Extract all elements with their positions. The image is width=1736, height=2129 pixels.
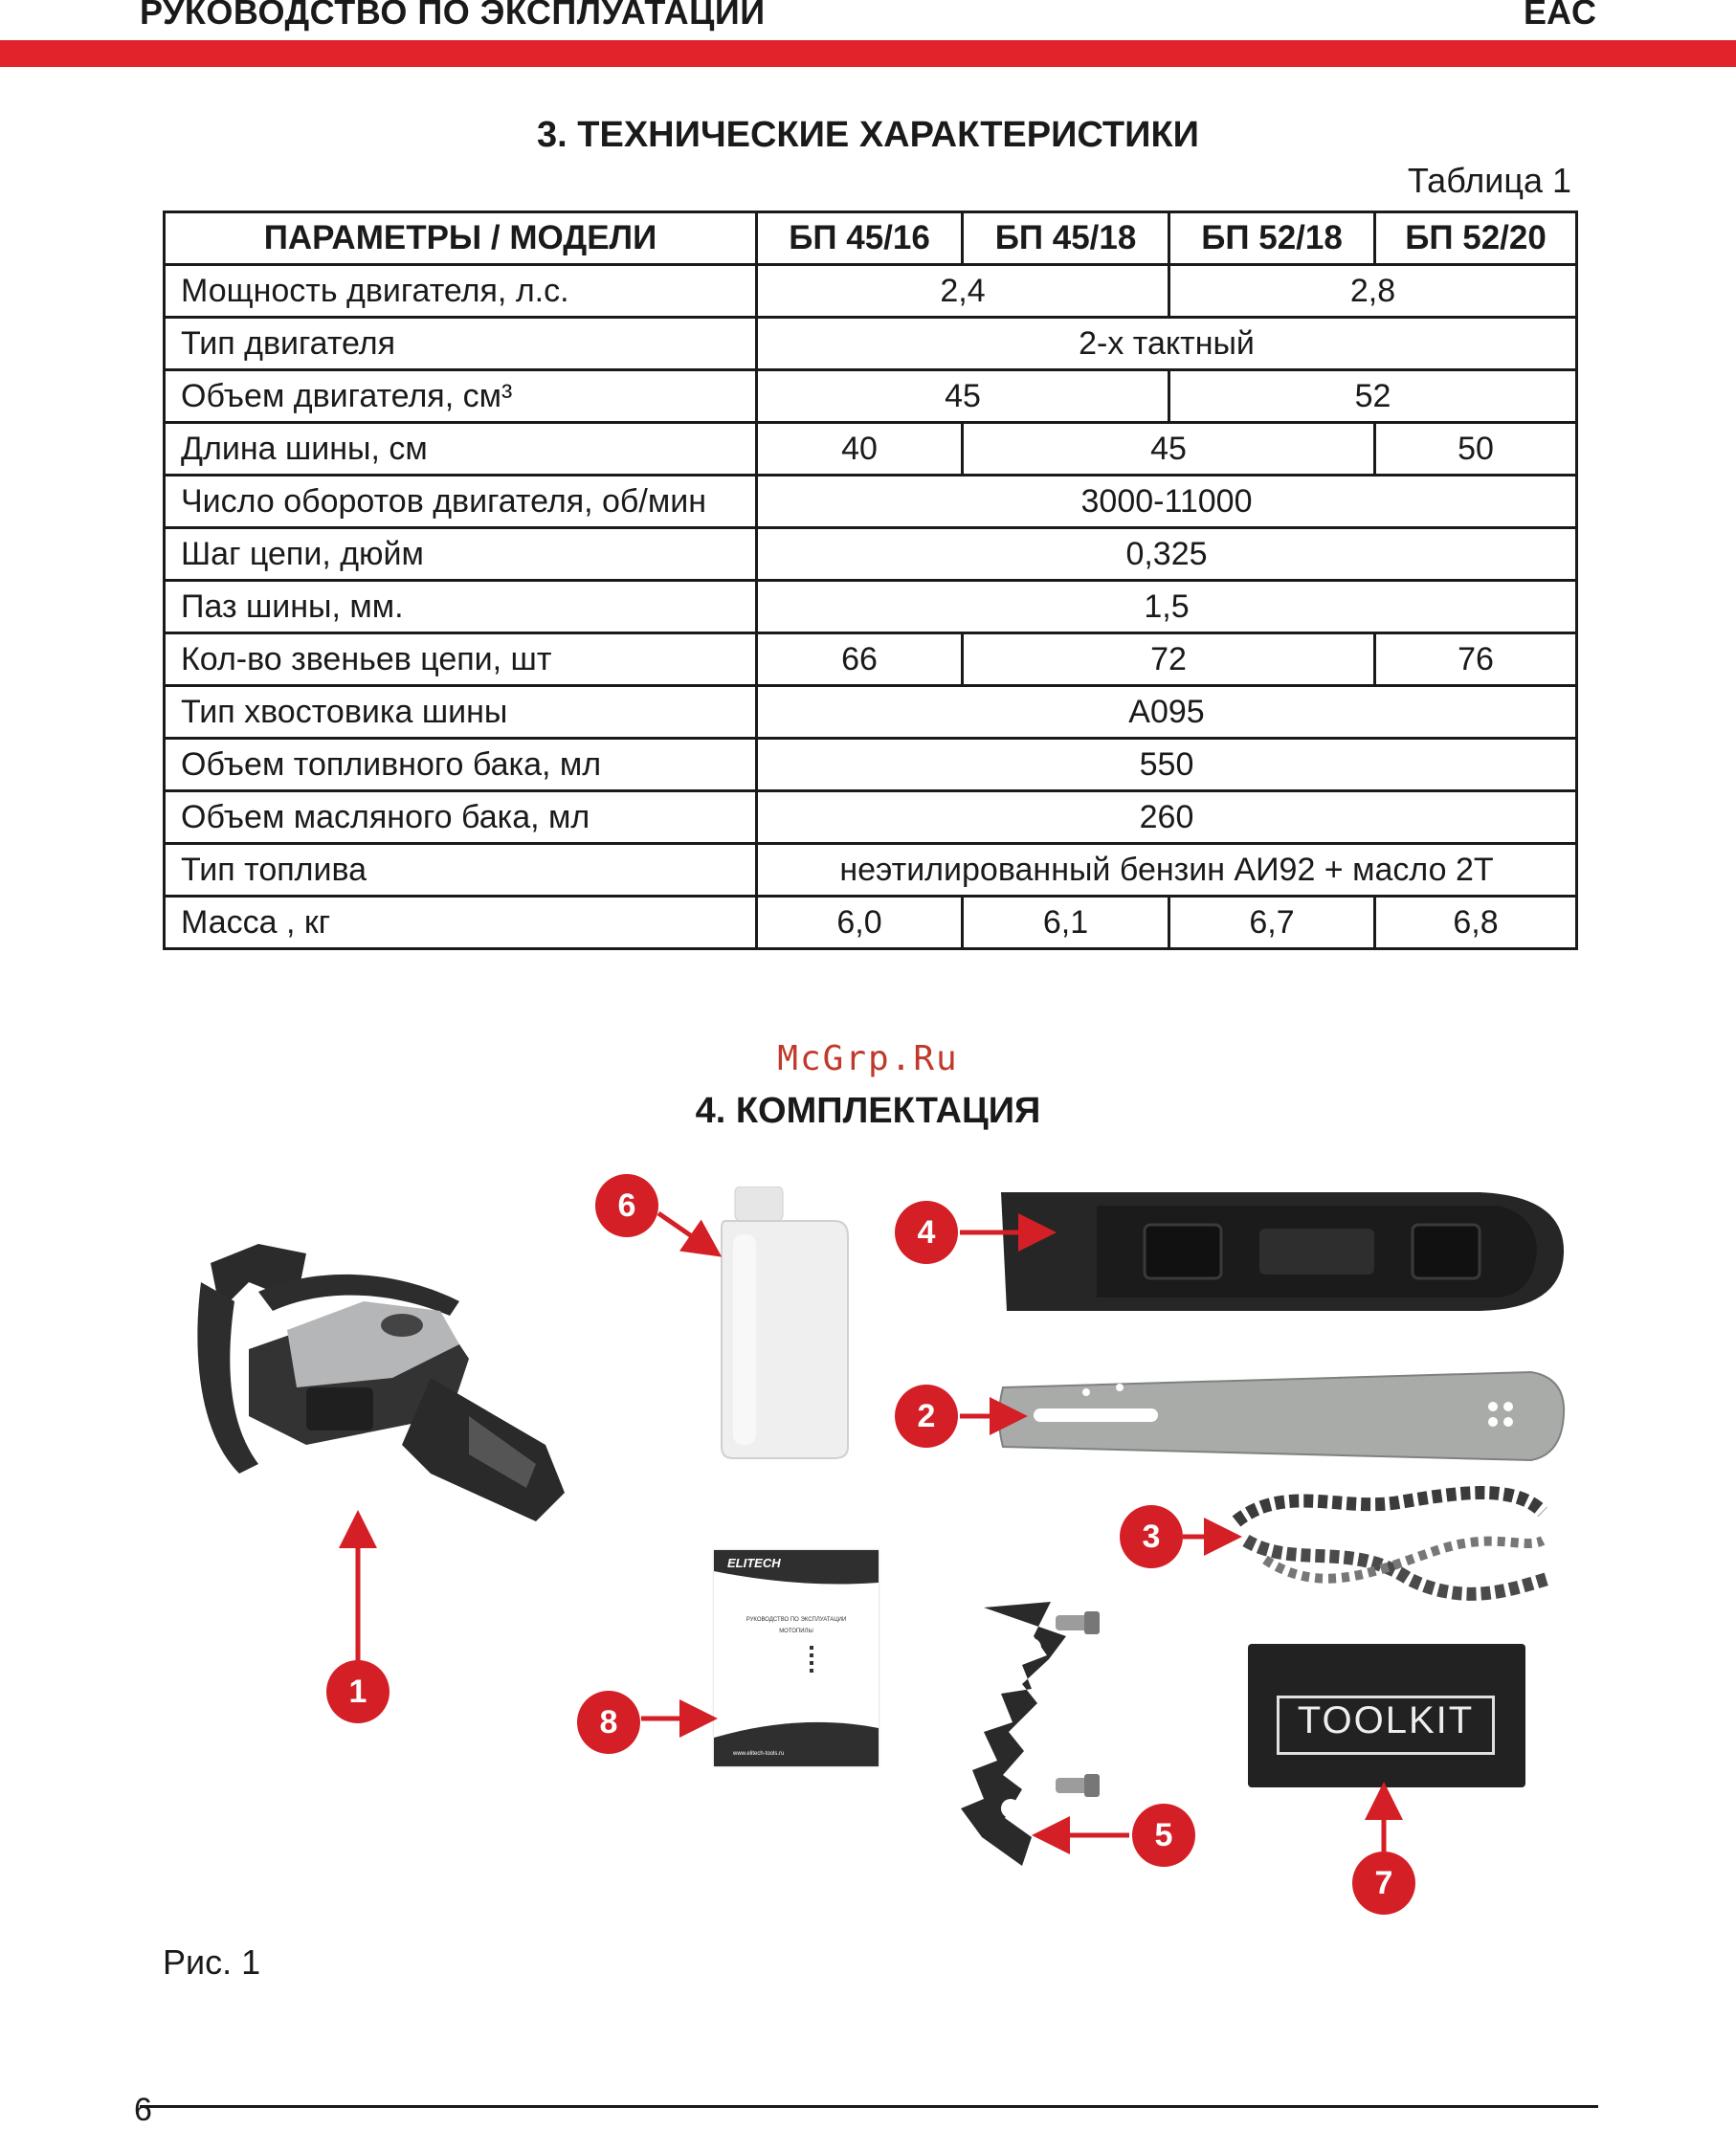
chainsaw-illustration [182, 1225, 584, 1588]
callout-5: 5 [1132, 1804, 1195, 1867]
arrow-6 [658, 1213, 714, 1252]
value-cell: 52 [1169, 370, 1577, 423]
value-cell: 40 [757, 423, 963, 476]
saw-chain-illustration [1227, 1474, 1556, 1617]
table-row [165, 791, 1577, 844]
param-cell: Паз шины, мм. [165, 581, 757, 633]
value-cell: неэтилированный бензин АИ92 + масло 2Т [757, 844, 1577, 897]
value-cell: 0,325 [757, 528, 1577, 581]
value-cell: 2-х тактный [757, 318, 1577, 370]
column-header: БП 45/18 [963, 212, 1169, 265]
table-row [165, 844, 1577, 897]
param-cell: Тип хвостовика шины [165, 686, 757, 739]
param-cell: Шаг цепи, дюйм [165, 528, 757, 581]
manual-brand: ELITECH [727, 1556, 781, 1570]
watermark: McGrp.Ru [777, 1039, 959, 1078]
toolkit-bag-illustration [1248, 1644, 1525, 1787]
callout-1: 1 [326, 1660, 389, 1723]
table-row [165, 897, 1577, 949]
oil-bottle-illustration [720, 1186, 854, 1459]
value-cell: 6,0 [757, 897, 963, 949]
param-cell: Число оборотов двигателя, об/мин [165, 476, 757, 528]
bar-cover-illustration [1001, 1186, 1566, 1317]
callout-2: 2 [895, 1385, 958, 1448]
table-row [165, 265, 1577, 318]
callout-6: 6 [595, 1174, 658, 1237]
table-header-row [165, 212, 1577, 265]
manual-cover-graphics [714, 1550, 879, 1766]
table-row [165, 528, 1577, 581]
param-cell: Объем топливного бака, мл [165, 739, 757, 791]
param-cell: Тип топлива [165, 844, 757, 897]
value-cell: 72 [963, 633, 1375, 686]
table-row [165, 423, 1577, 476]
table-row [165, 581, 1577, 633]
param-cell: Объем масляного бака, мл [165, 791, 757, 844]
param-cell: Масса , кг [165, 897, 757, 949]
toolkit-label: TOOLKIT [1297, 1699, 1475, 1741]
value-cell: 3000-11000 [757, 476, 1577, 528]
table-row [165, 633, 1577, 686]
value-cell: 2,8 [1169, 265, 1577, 318]
table-caption: Таблица 1 [1407, 161, 1571, 200]
param-cell: Мощность двигателя, л.с. [165, 265, 757, 318]
bumper-spike-illustration [955, 1598, 1108, 1875]
value-cell: 6,1 [963, 897, 1169, 949]
param-cell: Длина шины, см [165, 423, 757, 476]
value-cell: 550 [757, 739, 1577, 791]
callout-8: 8 [577, 1691, 640, 1754]
figure-caption: Рис. 1 [163, 1942, 261, 1982]
param-cell: Кол-во звеньев цепи, шт [165, 633, 757, 686]
manual-site: www.elitech-tools.ru [733, 1751, 785, 1757]
callout-7: 7 [1352, 1852, 1415, 1915]
table-row [165, 370, 1577, 423]
value-cell: 76 [1375, 633, 1577, 686]
value-cell: 6,7 [1169, 897, 1375, 949]
eac-mark: EAC [1523, 0, 1596, 32]
column-header: БП 45/16 [757, 212, 963, 265]
column-header: БП 52/18 [1169, 212, 1375, 265]
table-row [165, 476, 1577, 528]
column-header: БП 52/20 [1375, 212, 1577, 265]
manual-title: РУКОВОДСТВО ПО ЭКСПЛУАТАЦИИ [746, 1617, 847, 1623]
value-cell: 50 [1375, 423, 1577, 476]
value-cell: 260 [757, 791, 1577, 844]
callout-4: 4 [895, 1201, 958, 1264]
header-red-bar [0, 40, 1736, 67]
manual-illustration [714, 1550, 879, 1766]
value-cell: 45 [757, 370, 1169, 423]
value-cell: 1,5 [757, 581, 1577, 633]
value-cell: А095 [757, 686, 1577, 739]
manual-subtitle: МОТОПИЛЫ [779, 1629, 813, 1634]
table-row [165, 739, 1577, 791]
section-3-title: 3. ТЕХНИЧЕСКИЕ ХАРАКТЕРИСТИКИ [537, 115, 1199, 155]
value-cell: 66 [757, 633, 963, 686]
page-number: 6 [134, 2092, 152, 2128]
table-row [165, 686, 1577, 739]
footer-rule [140, 2105, 1598, 2108]
column-header: ПАРАМЕТРЫ / МОДЕЛИ [165, 212, 757, 265]
value-cell: 6,8 [1375, 897, 1577, 949]
callout-3: 3 [1120, 1505, 1183, 1568]
guide-bar-illustration [995, 1359, 1566, 1474]
param-cell: Объем двигателя, см³ [165, 370, 757, 423]
header-title: РУКОВОДСТВО ПО ЭКСПЛУАТАЦИИ [140, 0, 766, 32]
value-cell: 2,4 [757, 265, 1169, 318]
value-cell: 45 [963, 423, 1375, 476]
section-4-title: 4. КОМПЛЕКТАЦИЯ [695, 1091, 1041, 1131]
spec-table [163, 211, 1578, 950]
table-row [165, 318, 1577, 370]
param-cell: Тип двигателя [165, 318, 757, 370]
